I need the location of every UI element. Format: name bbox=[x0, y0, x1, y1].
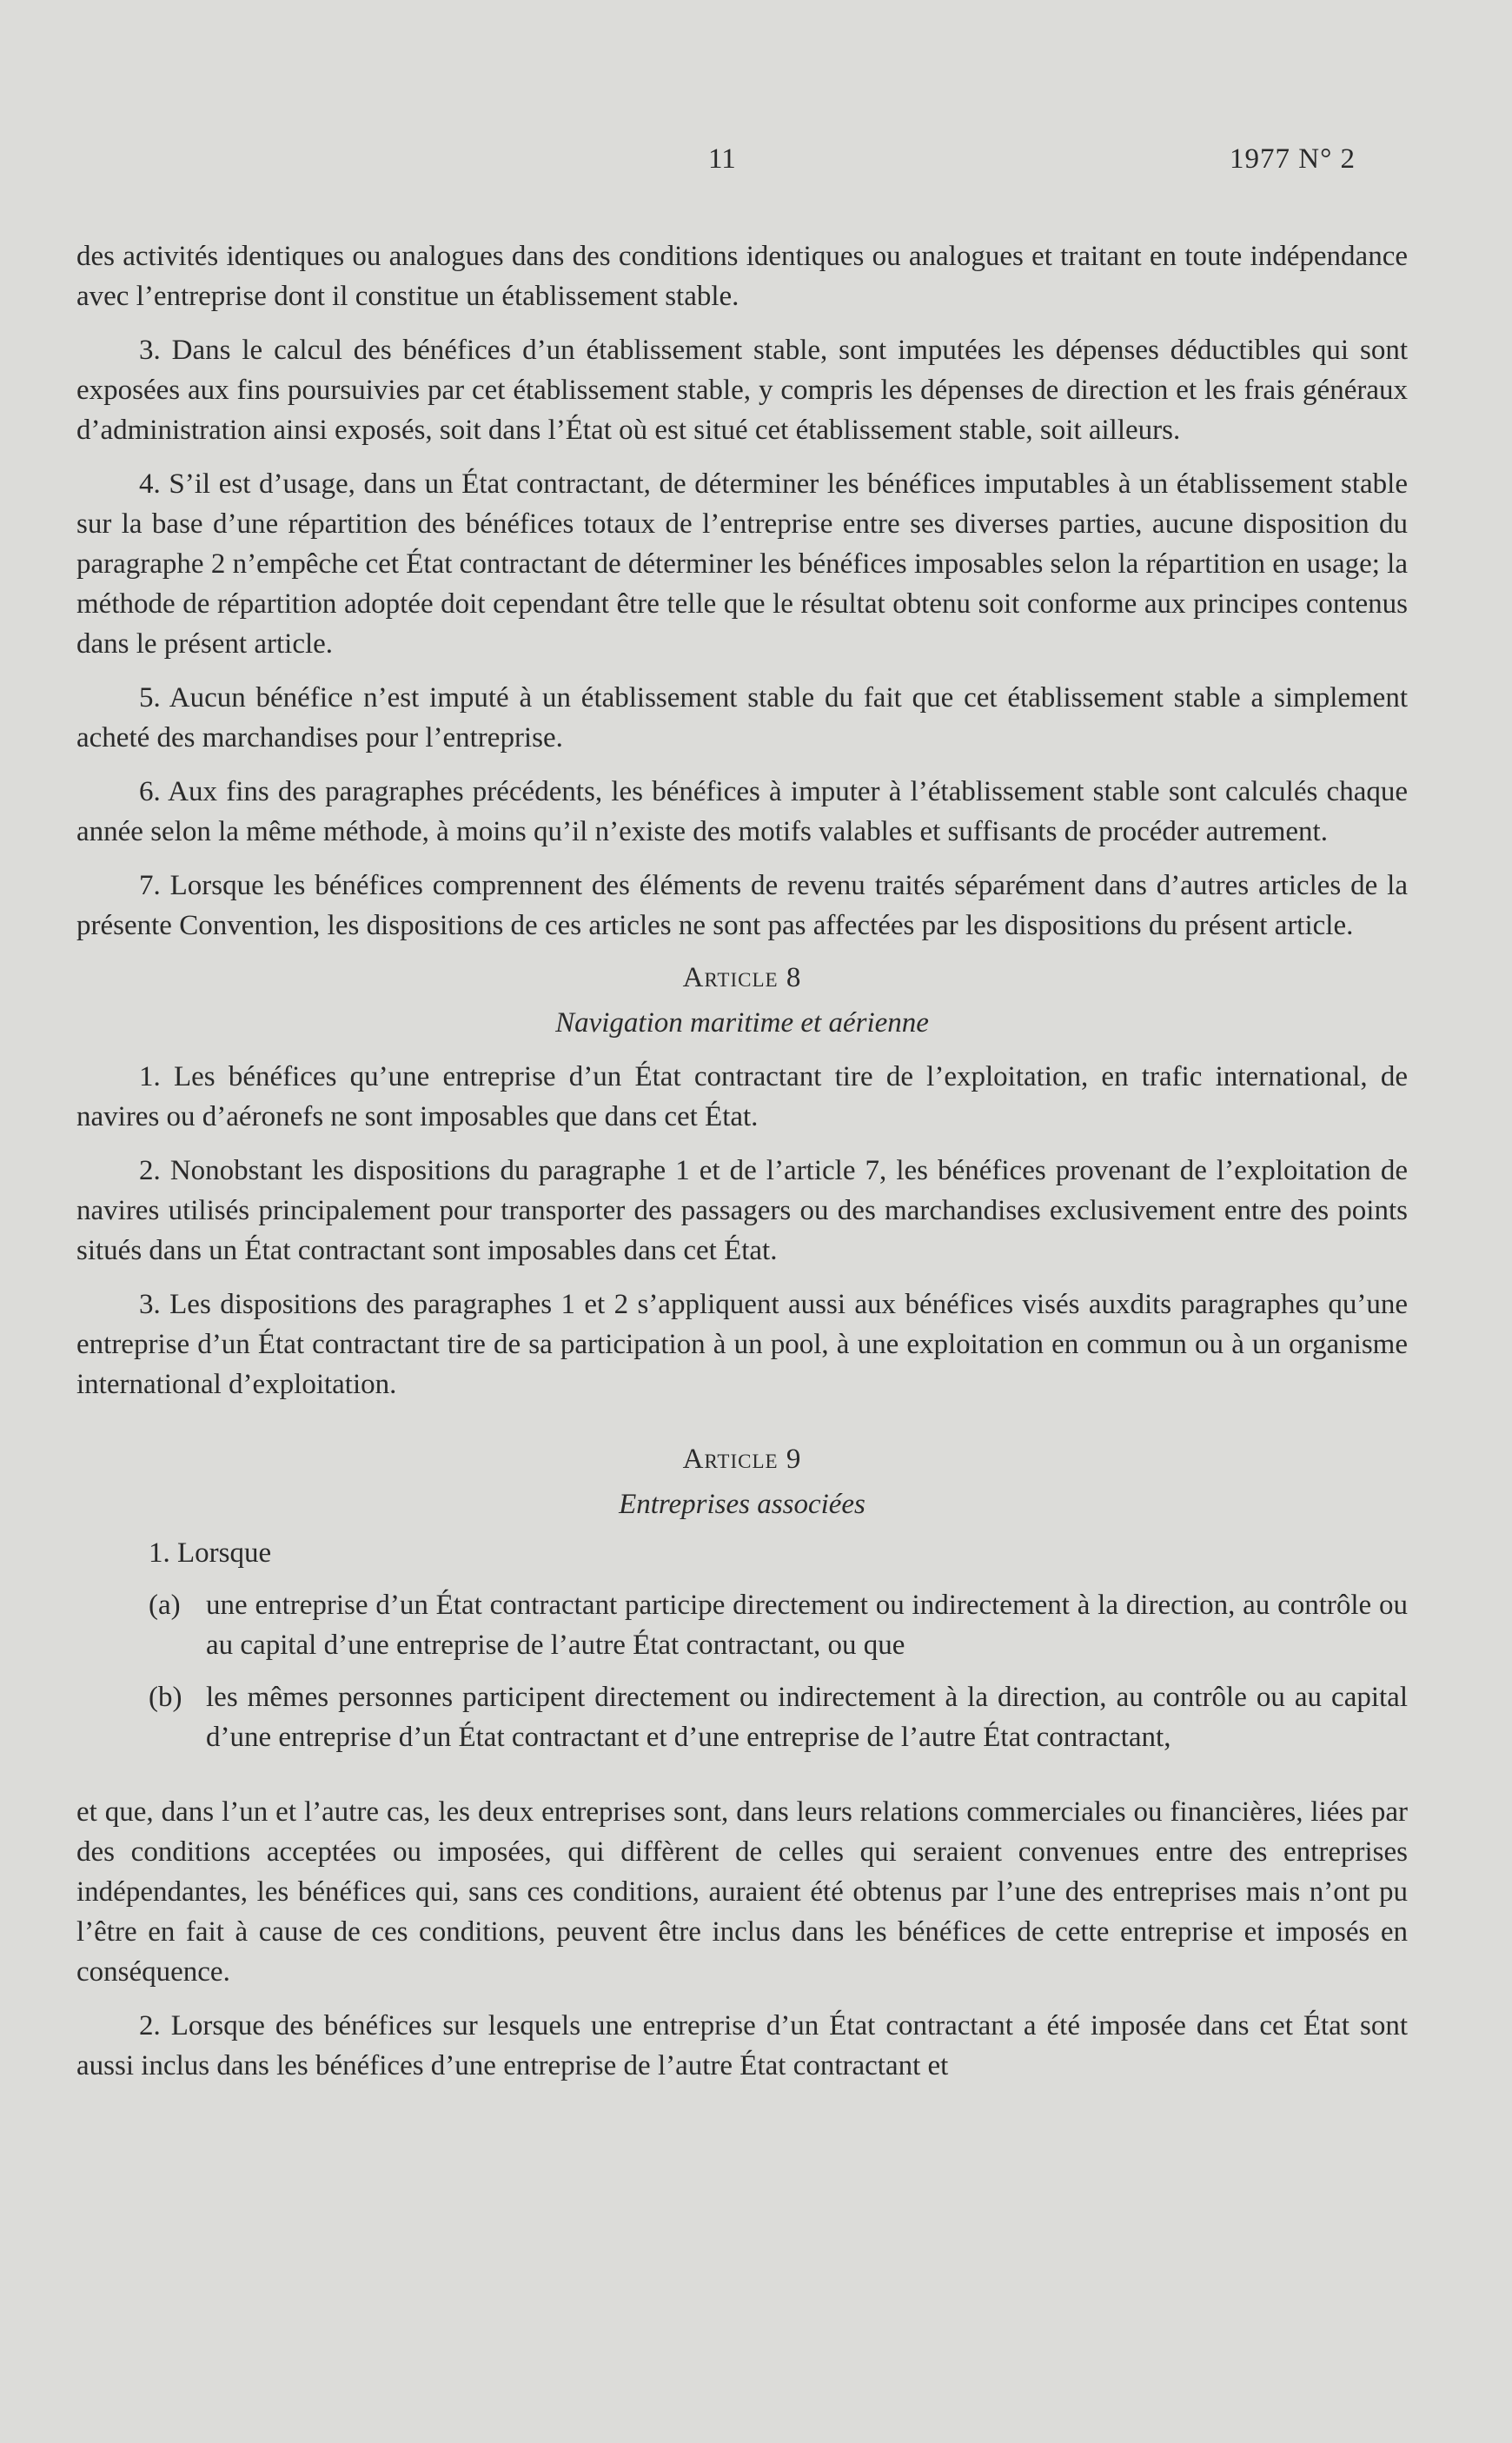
list-item-text: une entreprise d’un État contractant participe directement ou indirectement à la direction, au contrôle ou au capital d’une entreprise de l’autre État contractant, ou que bbox=[206, 1590, 1408, 1661]
list-item-text: les mêmes personnes participent directement ou indirectement à la direction, au contrôle ou au capital d’une entreprise d’un État contractant et d’une entreprise de l’autre État contractant, bbox=[206, 1682, 1408, 1753]
paragraph-art7-4: 4. S’il est d’usage, dans un État contractant, de déterminer les bénéfices imputables à un établissement stable sur la base d’une répartition des bénéfices totaux de l’entreprise entre ses diverses parties, aucune disposition du paragraphe 2 n’empêche cet État contractant de déterminer les bénéfices imposables selon la répartition en usage; la méthode de répartition adoptée doit cependant être telle que le résultat obtenu soit conforme aux principes contenus dans le présent article. bbox=[76, 468, 1408, 660]
paragraph-art7-6: 6. Aux fins des paragraphes précédents, les bénéfices à imputer à l’établissement stable sont calculés chaque année selon la même méthode, à moins qu’il n’existe des motifs valables et suffisants de procéder autrement. bbox=[76, 776, 1408, 847]
paragraph-art7-3: 3. Dans le calcul des bénéfices d’un établissement stable, sont imputées les dépenses déductibles qui sont exposées aux fins poursuivies par cet établissement stable, y compris les dépenses de direction et les frais généraux d’administration ainsi exposés, soit dans l’État où est situé cet établissement stable, soit ailleurs. bbox=[76, 335, 1408, 446]
article-8-subtitle: Navigation maritime et aérienne bbox=[555, 1007, 929, 1039]
article-9-subtitle: Entreprises associées bbox=[619, 1489, 865, 1520]
list-item-label: (a) bbox=[149, 1590, 181, 1621]
paragraph-art9-2: 2. Lorsque des bénéfices sur lesquels une entreprise d’un État contractant a été imposée dans cet État sont aussi inclus dans les bénéfices d’une entreprise de l’autre État contractant et bbox=[76, 2010, 1408, 2081]
paragraph-continuation: des activités identiques ou analogues dans des conditions identiques ou analogues et traitant en toute indépendance avec l’entreprise dont il constitue un établissement stable. bbox=[76, 241, 1408, 312]
enumerated-list bbox=[76, 1585, 1408, 1757]
list-item-label: (b) bbox=[149, 1682, 182, 1713]
paragraph-art9-1-lead: 1. Lorsque bbox=[149, 1537, 272, 1569]
paragraph-art8-3: 3. Les dispositions des paragraphes 1 et 2 s’appliquent aussi aux bénéfices visés auxdits paragraphes qu’une entreprise d’un État contractant tire de sa participation à un pool, à une exploitation en commun ou à un organisme international d’exploitation. bbox=[76, 1289, 1408, 1400]
list-item bbox=[76, 1677, 1408, 1757]
article-9-heading: Article 9 bbox=[682, 1444, 802, 1475]
paragraph-art8-2: 2. Nonobstant les dispositions du paragraphe 1 et de l’article 7, les bénéfices provenant de l’exploitation de navires utilisés principalement pour transporter des passagers ou des marchandises exclusivement entre des points situés dans un État contractant sont imposables dans cet État. bbox=[76, 1155, 1408, 1266]
paragraph-art7-5: 5. Aucun bénéfice n’est imputé à un établissement stable du fait que cet établissement stable a simplement acheté des marchandises pour l’entreprise. bbox=[76, 682, 1408, 753]
list-item bbox=[76, 1585, 1408, 1665]
document-body bbox=[76, 236, 1408, 2086]
article-8-heading: Article 8 bbox=[682, 962, 802, 993]
year-number-label: 1977 N° 2 bbox=[1230, 143, 1356, 175]
paragraph-art7-7: 7. Lorsque les bénéfices comprennent des éléments de revenu traités séparément dans d’autres articles de la présente Convention, les dispositions de ces articles ne sont pas affectées par les dispositions du présent article. bbox=[76, 870, 1408, 941]
page-number: 11 bbox=[708, 143, 736, 175]
paragraph-art9-1-conclusion: et que, dans l’un et l’autre cas, les deux entreprises sont, dans leurs relations commerciales ou financières, liées par des conditions acceptées ou imposées, qui diffèrent de celles qui seraient convenues entre des entreprises indépendantes, les bénéfices qui, sans ces conditions, auraient été obtenus par l’une des entreprises mais n’ont pu l’être en fait à cause de ces conditions, peuvent être inclus dans les bénéfices de cette entreprise et imposés en conséquence. bbox=[76, 1796, 1408, 1988]
paragraph-art8-1: 1. Les bénéfices qu’une entreprise d’un État contractant tire de l’exploitation, en trafic international, de navires ou d’aéronefs ne sont imposables que dans cet État. bbox=[76, 1061, 1408, 1132]
page-header bbox=[0, 139, 1512, 183]
